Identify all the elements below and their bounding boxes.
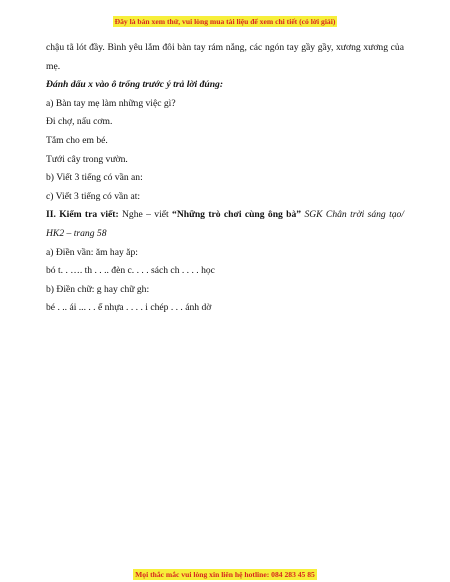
answer-option: Tưới cây trong vườn. — [46, 153, 128, 165]
section-2-title: “Những trò chơi cùng ông bà” — [172, 209, 302, 221]
section-2-task: Nghe – viết — [118, 209, 173, 221]
answer-option: Đi chợ, nấu cơm. — [46, 116, 113, 128]
fill-a-line: bó t. . …. th . . .. đèn c. . . . sách ch . . . . học — [46, 265, 215, 277]
question-a: a) Bàn tay mẹ làm những việc gì? — [46, 97, 176, 109]
intro-paragraph: chậu tã lót đầy. Bình yêu lắm đôi bàn tay rám nắng, các ngón tay gầy gầy, xương xương của mẹ. — [46, 42, 404, 72]
question-c: c) Viết 3 tiếng có vần at: — [46, 190, 141, 202]
fill-b-label: b) Điền chữ: g hay chữ gh: — [46, 283, 150, 295]
preview-notice-text: Đây là bản xem thử, vui lòng mua tài liệu để xem chi tiết (có lời giải) — [114, 17, 336, 26]
hotline-notice-text: Mọi thắc mắc vui lòng xin liên hệ hotline: 084 283 45 85 — [135, 570, 315, 579]
fill-b-line: bé . .. ái ... . . ế nhựa . . . . i chép . . . ánh dờ — [46, 302, 212, 314]
preview-notice-header — [0, 17, 450, 26]
instruction-heading: Đánh dấu x vào ô trống trước ý trả lời đúng: — [46, 79, 224, 91]
document-body — [46, 39, 404, 318]
section-2-label: II. Kiểm tra viết: — [46, 209, 119, 221]
section-2-heading — [46, 206, 404, 243]
question-b: b) Viết 3 tiếng có vần an: — [46, 172, 143, 184]
fill-a-label: a) Điền vần: ăm hay ăp: — [46, 246, 138, 258]
hotline-notice-footer — [0, 570, 450, 579]
answer-option: Tắm cho em bé. — [46, 134, 108, 146]
section-2-source: SGK Chân trời sáng tạo/ HK2 – trang 58 — [46, 209, 404, 239]
